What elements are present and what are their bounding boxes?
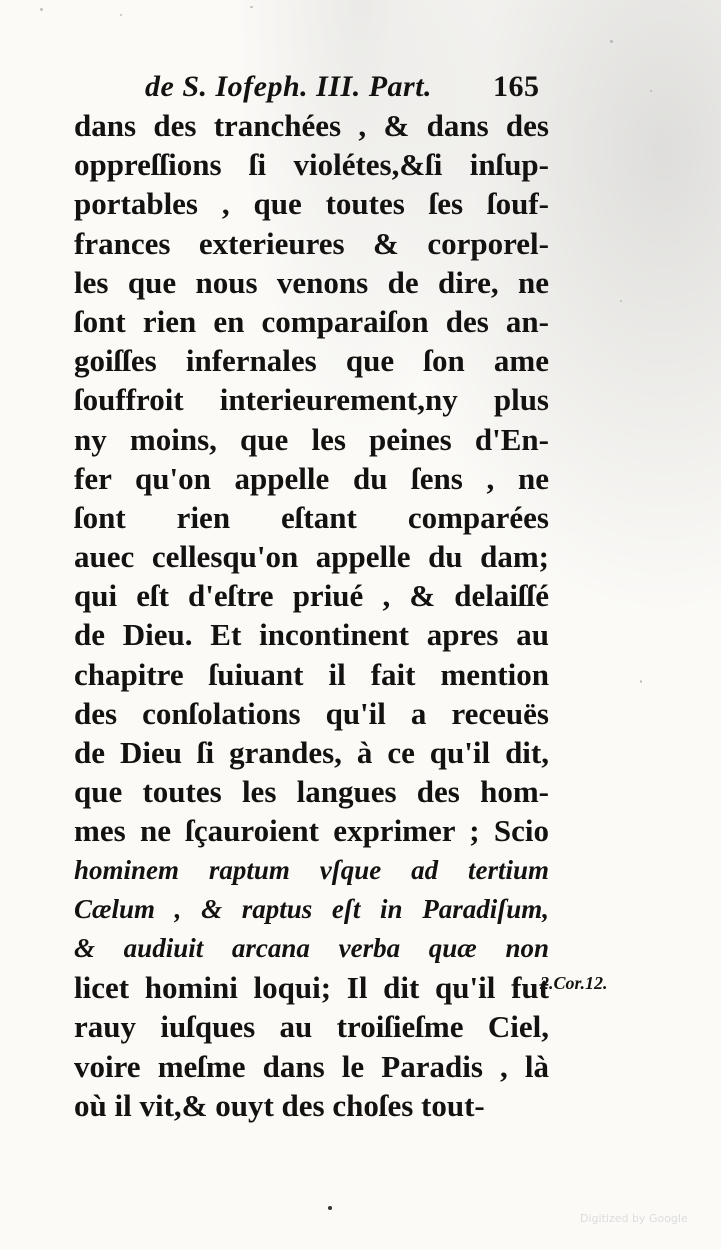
- text-line: ny moins, que les peines d'En-: [74, 421, 549, 457]
- text-line: ſont rien eſtant comparées: [74, 499, 549, 535]
- text-line: les que nous venons de dire, ne: [74, 264, 549, 300]
- text-line: portables , que toutes ſes ſouf-: [74, 186, 549, 222]
- running-title: de S. Iofeph. III. Part.: [145, 70, 433, 103]
- text-line: qui eſt d'eſtre priué , & delaiſſé: [74, 578, 549, 614]
- speckle: [250, 6, 253, 8]
- text-line: de Dieu. Et incontinent apres au: [74, 617, 549, 653]
- text-line: goiſſes infernales que ſon ame: [74, 343, 549, 379]
- text-line: chapitre ſuiuant il fait mention: [74, 656, 549, 692]
- text-line: ſont rien en comparaiſon des an-: [74, 303, 549, 339]
- page-number: 165: [493, 70, 540, 103]
- text-line: oppreſſions ſi violétes,&ſi inſup-: [74, 147, 549, 183]
- speckle: [40, 8, 43, 11]
- text-line: des conſolations qu'il a receuës: [74, 695, 549, 731]
- body-text: [74, 106, 549, 1125]
- text-line: que toutes les langues des hom-: [74, 774, 549, 810]
- text-line: mes ne ſçauroient exprimer ; Scio: [74, 813, 549, 849]
- speckle: [620, 300, 622, 302]
- ink-dot: [328, 1206, 332, 1210]
- speckle: [650, 90, 652, 92]
- marginal-reference: 2.Cor.12.: [540, 973, 608, 993]
- speckle: [640, 680, 642, 683]
- text-line: où il vit,& ouyt des choſes tout-: [74, 1087, 485, 1123]
- latin-quote-line: Cælum , & raptus eſt in Paradiſum,: [74, 893, 549, 924]
- running-header: [145, 70, 545, 110]
- text-line: auec cellesqu'on appelle du dam;: [74, 539, 549, 575]
- text-line: fer qu'on appelle du ſens , ne: [74, 460, 549, 496]
- speckle: [120, 14, 122, 16]
- latin-quote-line: hominem raptum vſque ad tertium: [74, 854, 549, 885]
- latin-quote-line: & audiuit arcana verba quæ non: [74, 932, 549, 963]
- text-line: frances exterieures & corporel-: [74, 225, 549, 261]
- watermark: Digitized by Google: [580, 1212, 688, 1225]
- text-line: dans des tranchées , & dans des: [74, 108, 549, 143]
- speckle: [610, 40, 613, 43]
- text-line: de Dieu ſi grandes, à ce qu'il dit,: [74, 735, 549, 770]
- text-line: licet homini loqui; Il dit qu'il fut: [74, 970, 549, 1006]
- text-line: voire meſme dans le Paradis , là: [74, 1048, 549, 1084]
- text-line: rauy iuſques au troiſieſme Ciel,: [74, 1009, 549, 1045]
- text-line: ſouffroit interieurement,ny plus: [74, 382, 549, 418]
